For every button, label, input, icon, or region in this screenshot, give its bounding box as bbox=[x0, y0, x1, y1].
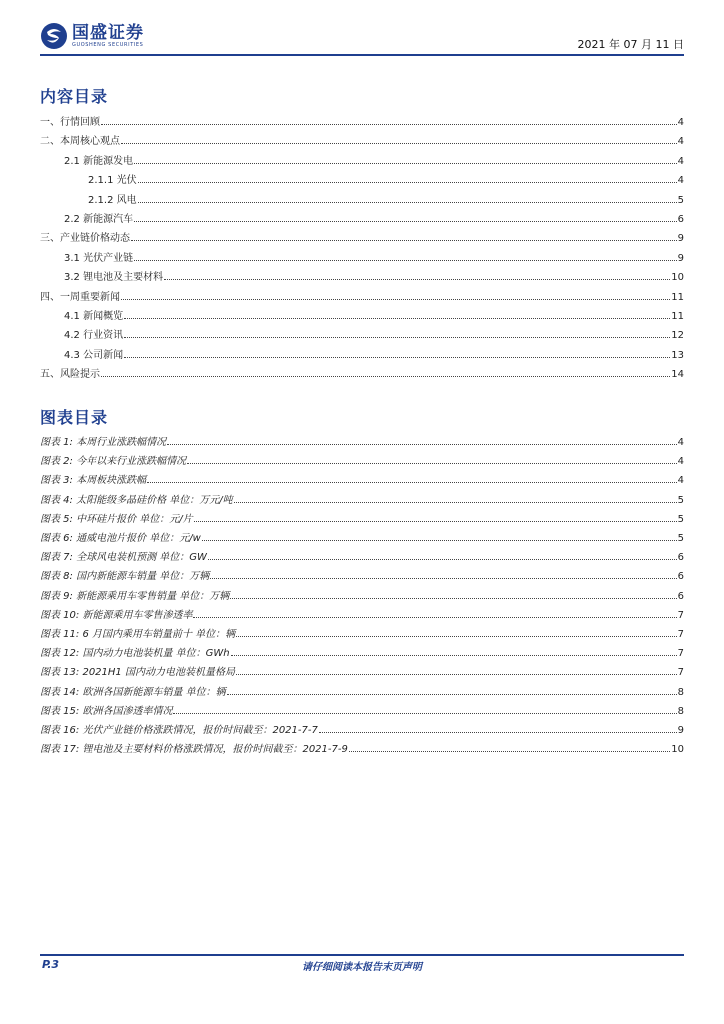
toc-entry[interactable] bbox=[40, 285, 684, 303]
figure-entry[interactable] bbox=[40, 545, 684, 563]
dot-leader bbox=[202, 540, 677, 541]
toc-entry[interactable] bbox=[40, 129, 684, 147]
entry-label: 2.1.2 风电 bbox=[88, 194, 137, 206]
entry-page-number: 12 bbox=[671, 330, 684, 342]
entry-page-number: 4 bbox=[677, 456, 684, 468]
entry-page-number: 5 bbox=[677, 194, 684, 206]
footer-disclaimer: 请仔细阅读本报告末页声明 bbox=[302, 962, 422, 973]
entry-page-number: 4 bbox=[677, 475, 684, 487]
entry-label: 图表 8: 国内新能源车销量 单位：万辆 bbox=[40, 571, 210, 583]
figure-entry[interactable] bbox=[40, 660, 684, 678]
entry-label: 图表 3: 本周板块涨跌幅 bbox=[40, 475, 147, 487]
toc-entry[interactable] bbox=[40, 323, 684, 341]
figure-entry[interactable] bbox=[40, 430, 684, 448]
entry-page-number: 10 bbox=[671, 744, 684, 756]
figures-title: 图表目录 bbox=[40, 408, 109, 427]
entry-page-number: 8 bbox=[677, 686, 684, 698]
toc-entry[interactable] bbox=[40, 246, 684, 264]
entry-label: 4.2 行业资讯 bbox=[64, 330, 124, 342]
dot-leader bbox=[230, 598, 676, 599]
entry-label: 4.1 新闻概览 bbox=[64, 311, 124, 322]
dot-leader bbox=[227, 694, 677, 695]
entry-label: 图表 12: 国内动力电池装机量 单位：GWh bbox=[40, 648, 230, 660]
entry-page-number: 9 bbox=[677, 233, 684, 245]
entry-label: 4.3 公司新闻 bbox=[64, 349, 124, 361]
toc-entry[interactable] bbox=[40, 304, 684, 322]
entry-page-number: 11 bbox=[671, 311, 684, 322]
entry-label: 三、产业链价格动态 bbox=[40, 233, 130, 245]
footer-page-number: P.3 bbox=[42, 958, 60, 971]
entry-label: 四、一周重要新闻 bbox=[40, 291, 120, 303]
header-divider bbox=[40, 54, 684, 56]
entry-page-number: 4 bbox=[677, 117, 684, 128]
entry-label: 图表 13: 2021H1 国内动力电池装机量格局 bbox=[40, 667, 235, 679]
entry-label: 图表 11: 6 月国内乘用车销量前十 单位：辆 bbox=[40, 629, 236, 640]
entry-page-number: 7 bbox=[677, 648, 684, 660]
toc-entry[interactable] bbox=[40, 362, 684, 380]
logo-english-name: GUOSHENG SECURITIES bbox=[72, 41, 144, 48]
dot-leader bbox=[134, 221, 677, 222]
dot-leader bbox=[164, 279, 670, 280]
entry-page-number: 11 bbox=[671, 291, 684, 303]
dot-leader bbox=[234, 502, 677, 503]
entry-label: 图表 10: 新能源乘用车零售渗透率 bbox=[40, 609, 193, 621]
entry-label: 图表 7: 全球风电装机预测 单位：GW bbox=[40, 552, 207, 564]
dot-leader bbox=[208, 559, 677, 560]
toc-entry[interactable] bbox=[40, 149, 684, 167]
dot-leader bbox=[121, 299, 670, 300]
entry-label: 2.2 新能源汽车 bbox=[64, 214, 134, 225]
entry-page-number: 5 bbox=[677, 513, 684, 525]
entry-label: 五、风险提示 bbox=[40, 369, 100, 381]
toc-entry[interactable] bbox=[40, 265, 684, 283]
dot-leader bbox=[124, 337, 670, 338]
dot-leader bbox=[236, 636, 676, 637]
dot-leader bbox=[124, 357, 670, 358]
figure-entry[interactable] bbox=[40, 699, 684, 717]
dot-leader bbox=[124, 318, 670, 319]
entry-label: 图表 15: 欧洲各国渗透率情况 bbox=[40, 705, 173, 717]
entry-label: 图表 6: 通威电池片报价 单位：元/w bbox=[40, 533, 201, 544]
dot-leader bbox=[134, 260, 677, 261]
entry-page-number: 7 bbox=[677, 629, 684, 640]
dot-leader bbox=[147, 482, 677, 483]
entry-page-number: 10 bbox=[671, 272, 684, 284]
dot-leader bbox=[231, 655, 677, 656]
dot-leader bbox=[210, 578, 676, 579]
figure-entry[interactable] bbox=[40, 603, 684, 621]
entry-page-number: 13 bbox=[671, 349, 684, 361]
entry-label: 一、行情回顾 bbox=[40, 117, 100, 128]
entry-page-number: 8 bbox=[677, 705, 684, 717]
entry-label: 图表 4: 太阳能级多晶硅价格 单位：万元/吨 bbox=[40, 494, 233, 506]
toc-title: 内容目录 bbox=[40, 87, 109, 106]
dot-leader bbox=[121, 143, 677, 144]
entry-page-number: 6 bbox=[677, 571, 684, 583]
entry-label: 图表 16: 光伏产业链价格涨跌情况，报价时间截至：2021-7-7 bbox=[40, 725, 318, 736]
entry-page-number: 9 bbox=[677, 725, 684, 736]
entry-page-number: 6 bbox=[677, 214, 684, 225]
entry-label: 图表 2: 今年以来行业涨跌幅情况 bbox=[40, 456, 187, 468]
entry-page-number: 5 bbox=[677, 494, 684, 506]
entry-label: 3.1 光伏产业链 bbox=[64, 252, 134, 264]
entry-label: 图表 9: 新能源乘用车零售销量 单位：万辆 bbox=[40, 590, 230, 602]
toc-entry[interactable] bbox=[40, 207, 684, 225]
entry-label: 3.2 锂电池及主要材料 bbox=[64, 272, 164, 284]
entry-page-number: 4 bbox=[677, 155, 684, 167]
dot-leader bbox=[173, 713, 676, 714]
guosheng-logo-icon bbox=[40, 22, 68, 50]
entry-page-number: 4 bbox=[677, 437, 684, 448]
footer-divider bbox=[40, 954, 684, 956]
entry-page-number: 14 bbox=[671, 369, 684, 381]
dot-leader bbox=[131, 240, 677, 241]
entry-label: 图表 5: 中环硅片报价 单位：元/片 bbox=[40, 513, 193, 525]
toc-entry[interactable] bbox=[40, 110, 684, 128]
toc-entry[interactable] bbox=[40, 226, 684, 244]
entry-page-number: 7 bbox=[677, 667, 684, 679]
dot-leader bbox=[138, 202, 677, 203]
figure-entry[interactable] bbox=[40, 564, 684, 582]
figure-entry[interactable] bbox=[40, 468, 684, 486]
entry-page-number: 6 bbox=[677, 590, 684, 602]
figure-entry[interactable] bbox=[40, 718, 684, 736]
logo-chinese-name: 国盛证券 bbox=[72, 22, 144, 43]
report-date: 2021 年 07 月 11 日 bbox=[577, 38, 684, 51]
figure-entry[interactable] bbox=[40, 584, 684, 602]
entry-label: 二、本周核心观点 bbox=[40, 136, 120, 148]
company-logo bbox=[40, 22, 144, 50]
figure-entry[interactable] bbox=[40, 488, 684, 506]
dot-leader bbox=[134, 163, 677, 164]
dot-leader bbox=[349, 751, 670, 752]
dot-leader bbox=[138, 182, 677, 183]
entry-label: 2.1 新能源发电 bbox=[64, 155, 134, 167]
entry-label: 2.1.1 光伏 bbox=[88, 175, 137, 187]
dot-leader bbox=[193, 617, 676, 618]
entry-page-number: 5 bbox=[677, 533, 684, 544]
figure-entry[interactable] bbox=[40, 507, 684, 525]
entry-label: 图表 17: 锂电池及主要材料价格涨跌情况，报价时间截至：2021-7-9 bbox=[40, 744, 348, 756]
page-header bbox=[40, 18, 684, 56]
dot-leader bbox=[319, 732, 677, 733]
dot-leader bbox=[236, 674, 677, 675]
entry-page-number: 6 bbox=[677, 552, 684, 564]
figure-entry[interactable] bbox=[40, 680, 684, 698]
figure-entry[interactable] bbox=[40, 737, 684, 755]
dot-leader bbox=[101, 124, 677, 125]
figure-entry[interactable] bbox=[40, 449, 684, 467]
figure-entry[interactable] bbox=[40, 622, 684, 640]
entry-label: 图表 14: 欧洲各国新能源车销量 单位：辆 bbox=[40, 686, 226, 698]
toc-entry[interactable] bbox=[40, 168, 684, 186]
toc-entry[interactable] bbox=[40, 343, 684, 361]
entry-page-number: 7 bbox=[677, 609, 684, 621]
dot-leader bbox=[101, 376, 670, 377]
entry-page-number: 4 bbox=[677, 175, 684, 187]
dot-leader bbox=[187, 463, 677, 464]
dot-leader bbox=[167, 444, 677, 445]
figure-entry[interactable] bbox=[40, 641, 684, 659]
dot-leader bbox=[194, 521, 677, 522]
entry-label: 图表 1: 本周行业涨跌幅情况 bbox=[40, 437, 167, 448]
entry-page-number: 4 bbox=[677, 136, 684, 148]
entry-page-number: 9 bbox=[677, 252, 684, 264]
toc-entry[interactable] bbox=[40, 188, 684, 206]
figure-entry[interactable] bbox=[40, 526, 684, 544]
